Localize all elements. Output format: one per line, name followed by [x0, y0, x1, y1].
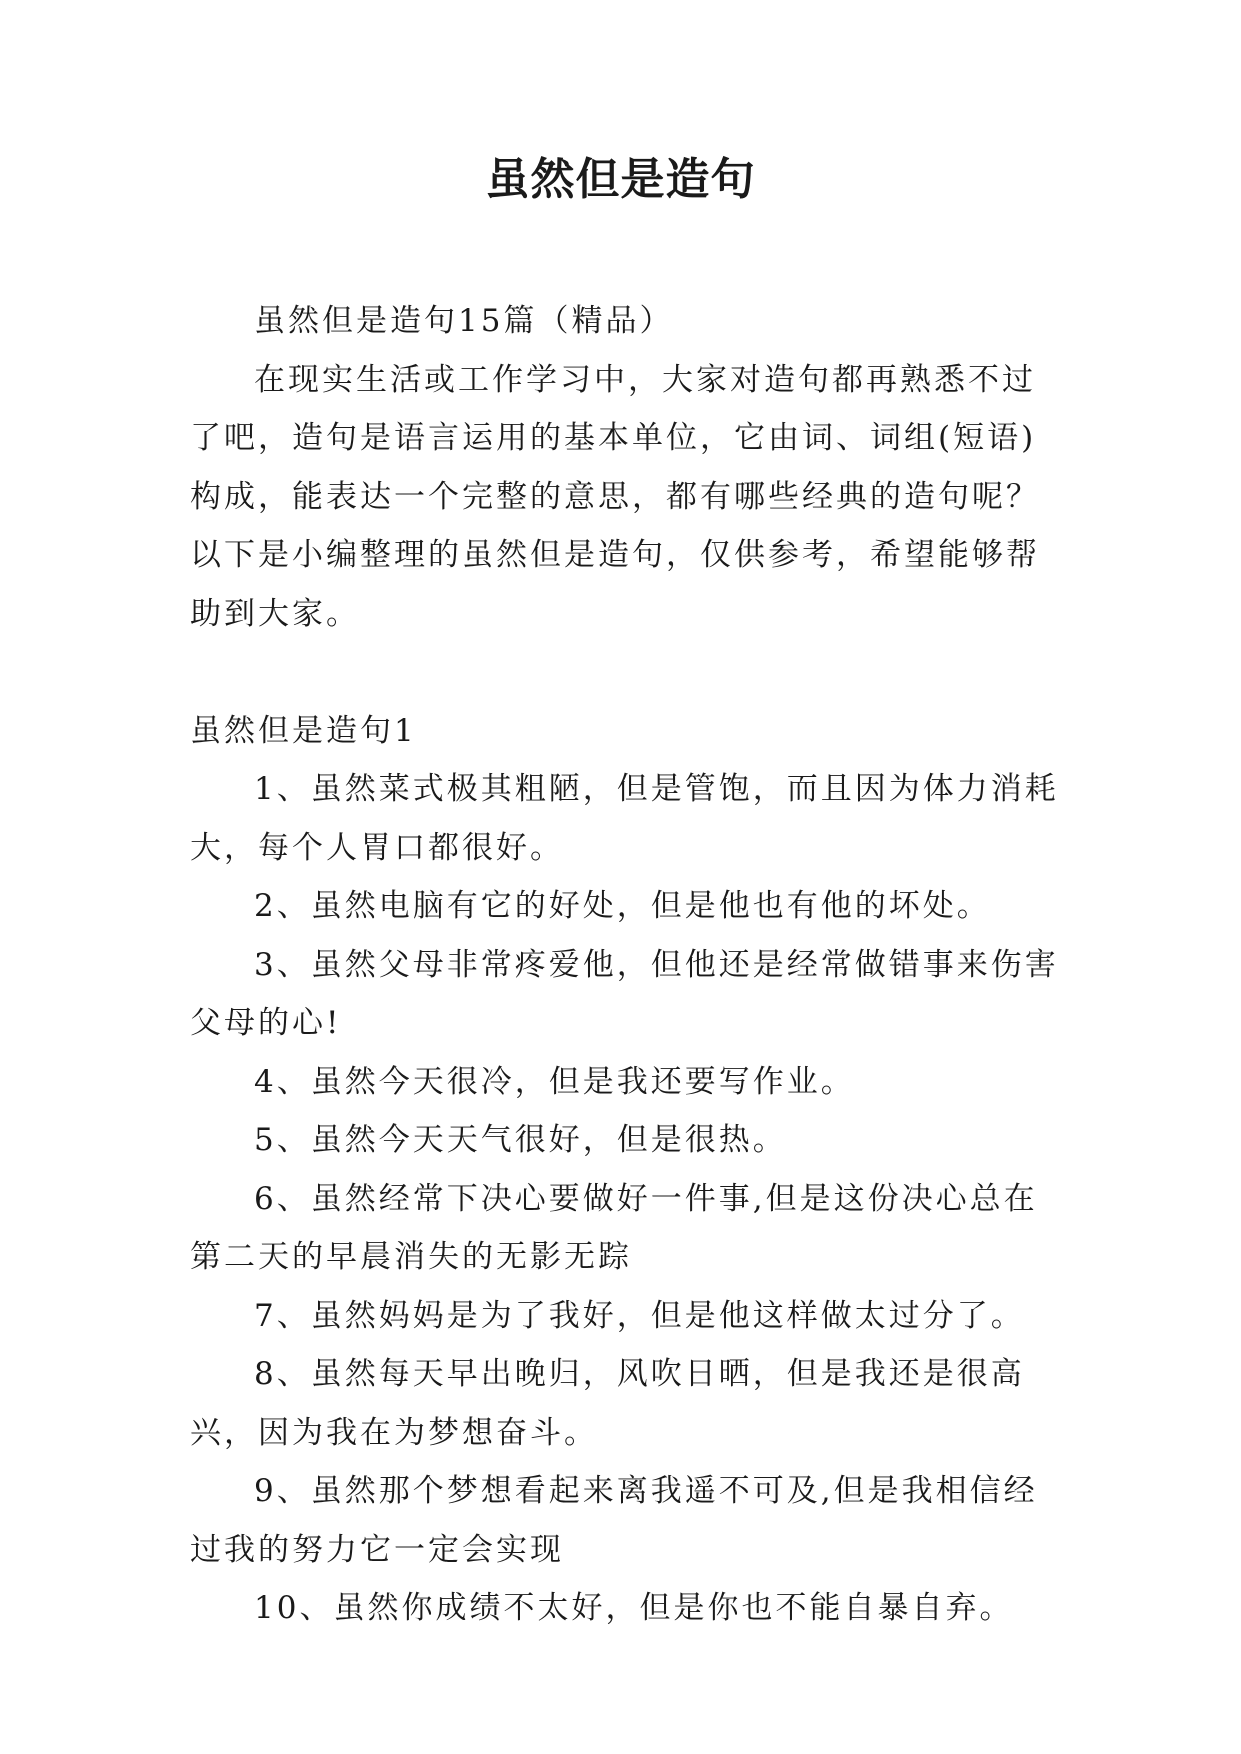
example-sentence: 3、虽然父母非常疼爱他，但他还是经常做错事来伤害父母的心!: [190, 946, 1059, 1041]
example-list: [190, 760, 1062, 1638]
example-sentence: 2、虽然电脑有它的好处，但是他也有他的坏处。: [254, 888, 991, 924]
document-body: [190, 292, 1062, 1638]
intro-paragraph: 在现实生活或工作学习中，大家对造句都再熟悉不过了吧，造句是语言运用的基本单位，它由词、词组(短语)构成，能表达一个完整的意思，都有哪些经典的造句呢？以下是小编整理的虽然但是造句，仅供参考，希望能够帮助到大家。: [190, 361, 1040, 632]
document-title: 虽然但是造句: [485, 154, 756, 205]
example-sentence: 7、虽然妈妈是为了我好，但是他这样做太过分了。: [254, 1297, 1025, 1334]
example-sentence: 5、虽然今天天气很好，但是很热。: [254, 1122, 787, 1158]
example-sentence: 10、虽然你成绩不太好，但是你也不能自暴自弃。: [254, 1590, 1014, 1626]
example-sentence: 9、虽然那个梦想看起来离我遥不可及,但是我相信经过我的努力它一定会实现: [190, 1473, 1038, 1568]
paragraph-gap: [190, 643, 1062, 702]
example-sentence: 6、虽然经常下决心要做好一件事,但是这份决心总在第二天的早晨消失的无影无踪: [190, 1180, 1038, 1275]
example-sentence: 4、虽然今天很冷，但是我还要写作业。: [254, 1063, 855, 1100]
section-heading: 虽然但是造句1: [190, 712, 417, 749]
document-subtitle: 虽然但是造句15篇（精品）: [254, 303, 674, 339]
example-sentence: 1、虽然菜式极其粗陋，但是管饱，而且因为体力消耗大，每个人胃口都很好。: [190, 771, 1059, 866]
example-sentence: 8、虽然每天早出晚归，风吹日晒，但是我还是很高兴，因为我在为梦想奋斗。: [190, 1356, 1025, 1451]
